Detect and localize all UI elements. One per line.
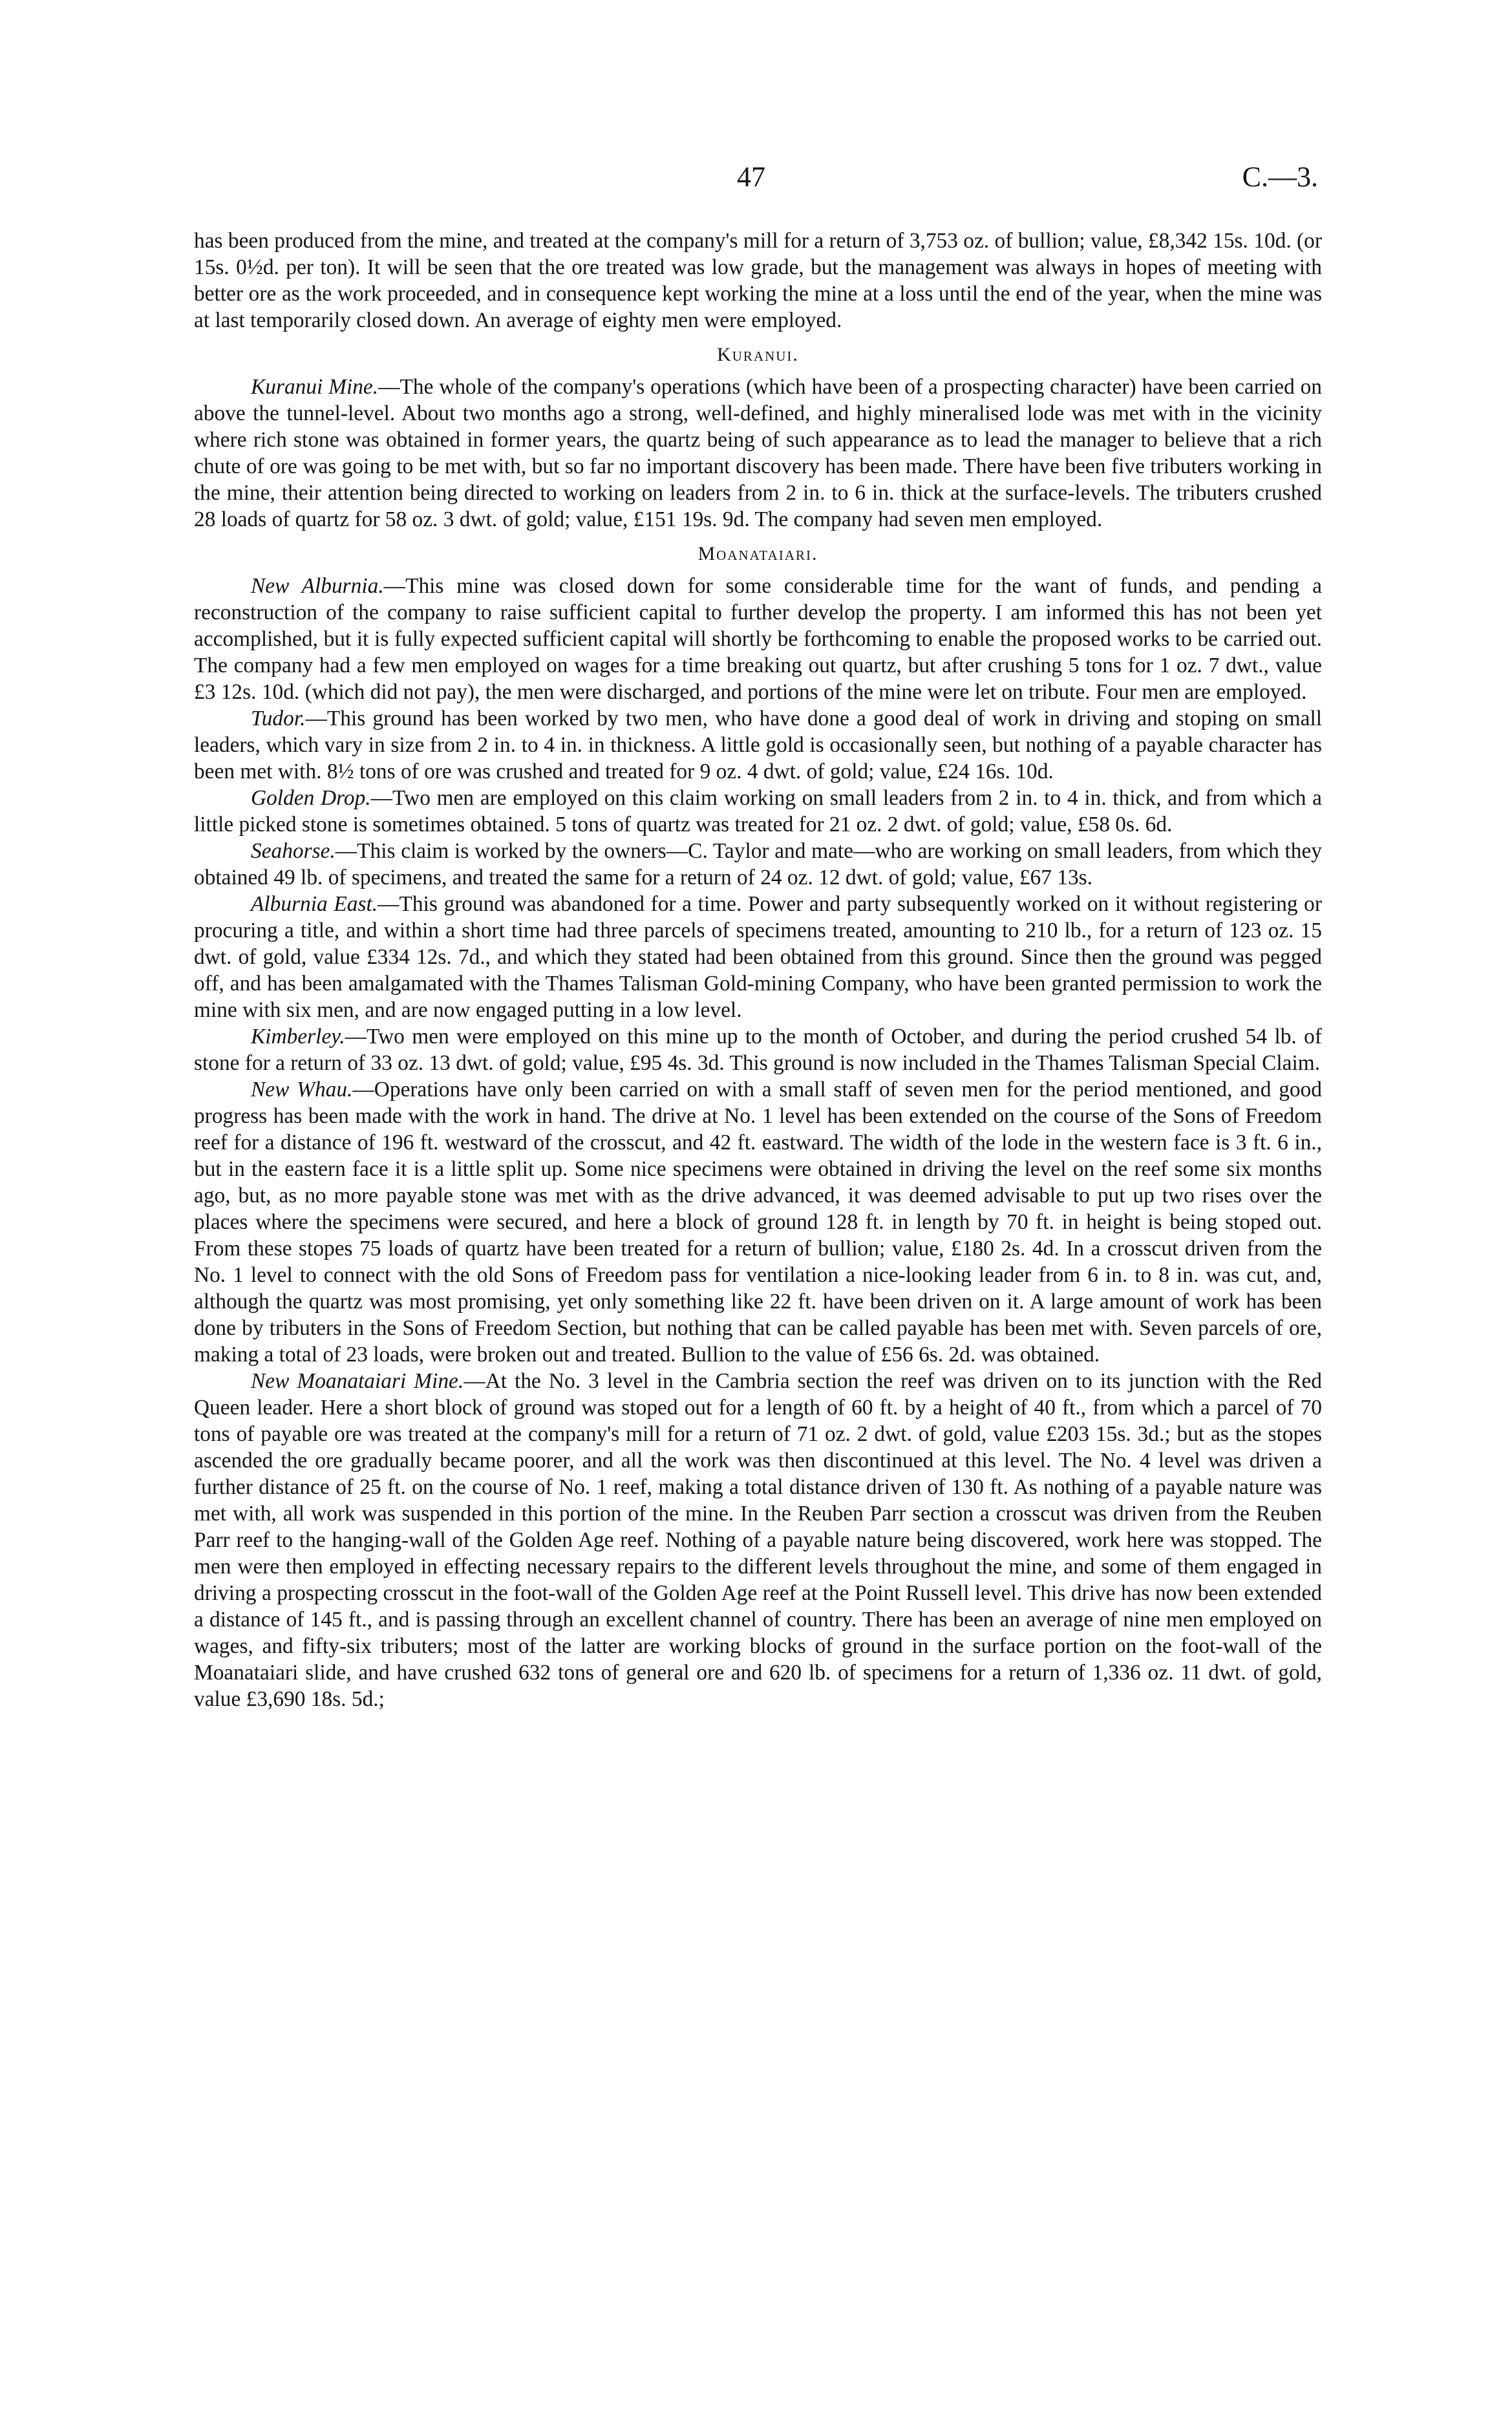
mine-name: Kimberley. xyxy=(251,1025,345,1049)
paragraph-new-moanataiari-mine xyxy=(194,1368,1322,1712)
document-reference: C.—3. xyxy=(1242,161,1318,193)
mine-name: Seahorse. xyxy=(251,839,335,863)
mine-name: Alburnia East. xyxy=(251,892,378,916)
paragraph-text: —This ground has been worked by two men, who have done a good deal of work in driving and stoping on small leaders, which vary in size from 2 in. to 4 in. in thickness. A little gold is occasionally seen, but nothing of a payable character has been met with. 8½ tons of ore was crushed and treated for 9 oz. 4 dwt. of gold; value, £24 16s. 10d. xyxy=(194,707,1322,783)
section-heading-moanataiari: Moanataiari. xyxy=(697,543,818,564)
paragraph-text: —This ground was abandoned for a time. Power and party subsequently worked on it without registering or procuring a title, and within a short time had three parcels of specimens treated, amounting to 210 lb., for a return of 123 oz. 15 dwt. of gold, value £334 12s. 7d., and which they stated had been obtained from this ground. Since then the ground was pegged off, and has been amalgamated with the Thames Talisman Gold-mining Company, who have been granted permission to work the mine with six men, and are now engaged putting in a low level. xyxy=(194,892,1322,1022)
paragraph-new-alburnia xyxy=(194,573,1322,705)
mine-name: Tudor. xyxy=(251,707,306,730)
mine-name: Golden Drop. xyxy=(251,786,371,810)
paragraph-golden-drop xyxy=(194,785,1322,838)
mine-name: New Alburnia. xyxy=(251,574,384,598)
paragraph-text: —Two men are employed on this claim working on small leaders from 2 in. to 4 in. thick, and from which a little picked stone is sometimes obtained. 5 tons of quartz was treated for 21 oz. 2 dwt. of gold; value, £58 0s. 6d. xyxy=(194,786,1322,836)
mine-name: New Moanataiari Mine. xyxy=(251,1369,464,1393)
paragraph-text: —This mine was closed down for some considerable time for the want of funds, and pending a reconstruction of the company to raise sufficient capital to further develop the property. I am informed this has not been yet accomplished, but it is fully expected sufficient capital will shortly be forthcoming to enable the proposed works to be carried out. The company had a few men employed on wages for a time breaking out quartz, but after crushing 5 tons for 1 oz. 7 dwt., value £3 12s. 10d. (which did not pay), the men were discharged, and portions of the mine were let on tribute. Four men are employed. xyxy=(194,574,1322,704)
paragraph-new-whau xyxy=(194,1076,1322,1368)
paragraph-kuranui-mine xyxy=(194,374,1322,533)
paragraph-alburnia-east xyxy=(194,891,1322,1023)
paragraph-text: —This claim is worked by the owners—C. Taylor and mate—who are working on small leaders, from which they obtained 49 lb. of specimens, and treated the same for a return of 24 oz. 12 dwt. of gold; value, £67 13s. xyxy=(194,839,1322,889)
mine-name: Kuranui Mine. xyxy=(251,375,379,399)
paragraph-text: —Operations have only been carried on with a small staff of seven men for the period mentioned, and good progress has been made with the work in hand. The drive at No. 1 level has been extended on the course of the Sons of Freedom reef for a distance of 196 ft. westward of the crosscut, and 42 ft. eastward. The width of the lode in the western face is 3 ft. 6 in., but in the eastern face it is a little split up. Some nice specimens were obtained in driving the level on the reef some six months ago, but, as no more payable stone was met with as the drive advanced, it was deemed advisable to put up two rises over the places where the specimens were secured, and here a block of ground 128 ft. in length by 70 ft. in height is being stoped out. From these stopes 75 loads of quartz have been treated for a return of bullion; value, £180 2s. 4d. In a crosscut driven from the No. 1 level to connect with the old Sons of Freedom pass for ventilation a nice-looking leader from 6 in. to 8 in. was cut, and, although the quartz was most promising, yet only something like 22 ft. have been driven on it. A large amount of work has been done by tributers in the Sons of Freedom Section, but nothing that can be called payable has been met with. Seven parcels of ore, making a total of 23 loads, were broken out and treated. Bullion to the value of £56 6s. 2d. was obtained. xyxy=(194,1078,1322,1367)
mine-name: New Whau. xyxy=(251,1078,353,1102)
paragraph-text: —The whole of the company's operations (which have been of a prospecting character) have been carried on above the tunnel-level. About two months ago a strong, well-defined, and highly mineralised lode was met with in the vicinity where rich stone was obtained in former years, the quartz being of such appearance as to lead the manager to believe that a rich chute of ore was going to be met with, but so far no important discovery has been made. There have been five tributers working in the mine, their attention being directed to working on leaders from 2 in. to 6 in. thick at the surface-levels. The tributers crushed 28 loads of quartz for 58 oz. 3 dwt. of gold; value, £151 19s. 9d. The company had seven men employed. xyxy=(194,375,1322,531)
paragraph-text: —Two men were employed on this mine up to the month of October, and during the period crushed 54 lb. of stone for a return of 33 oz. 13 dwt. of gold; value, £95 4s. 3d. This ground is now included in the Thames Talisman Special Claim. xyxy=(194,1025,1322,1075)
section-heading-kuranui: Kuranui. xyxy=(717,344,799,365)
page-header xyxy=(0,160,1512,212)
continuation-paragraph: has been produced from the mine, and treated at the company's mill for a return of 3,753 oz. of bullion; value, £8,342 15s. 10d. (or 15s. 0½d. per ton). It will be seen that the ore treated was low grade, but the management was always in hopes of meeting with better ore as the work proceeded, and in consequence kept working the mine at a loss until the end of the year, when the mine was at last temporarily closed down. An average of eighty men were employed. xyxy=(194,229,1322,332)
report-body xyxy=(194,228,1322,1712)
paragraph-text: —At the No. 3 level in the Cambria section the reef was driven on to its junction with the Red Queen leader. Here a short block of ground was stoped out for a length of 60 ft. by a height of 40 ft., from which a parcel of 70 tons of payable ore was treated at the company's mill for a return of 71 oz. 2 dwt. of gold, value £203 15s. 3d.; but as the stopes ascended the ore gradually became poorer, and all the work was then discontinued at this level. The No. 4 level was driven a further distance of 25 ft. on the course of No. 1 reef, making a total distance driven of 130 ft. As nothing of a payable nature was met with, all work was suspended in this portion of the mine. In the Reuben Parr section a crosscut was driven from the Reuben Parr reef to the hanging-wall of the Golden Age reef. Nothing of a payable nature being discovered, work here was stopped. The men were then employed in effecting necessary repairs to the different levels throughout the mine, and some of them engaged in driving a prospecting crosscut in the foot-wall of the Golden Age reef at the Point Russell level. This drive has now been extended a distance of 145 ft., and is passing through an excellent channel of country. There has been an average of nine men employed on wages, and fifty-six tributers; most of the latter are working blocks of ground in the surface portion on the foot-wall of the Moanataiari slide, and have crushed 632 tons of general ore and 620 lb. of specimens for a return of 1,336 oz. 11 dwt. of gold, value £3,690 18s. 5d.; xyxy=(194,1369,1322,1711)
page-number: 47 xyxy=(737,161,765,193)
paragraph-kimberley xyxy=(194,1023,1322,1076)
paragraph-tudor xyxy=(194,705,1322,785)
paragraph-seahorse xyxy=(194,838,1322,891)
